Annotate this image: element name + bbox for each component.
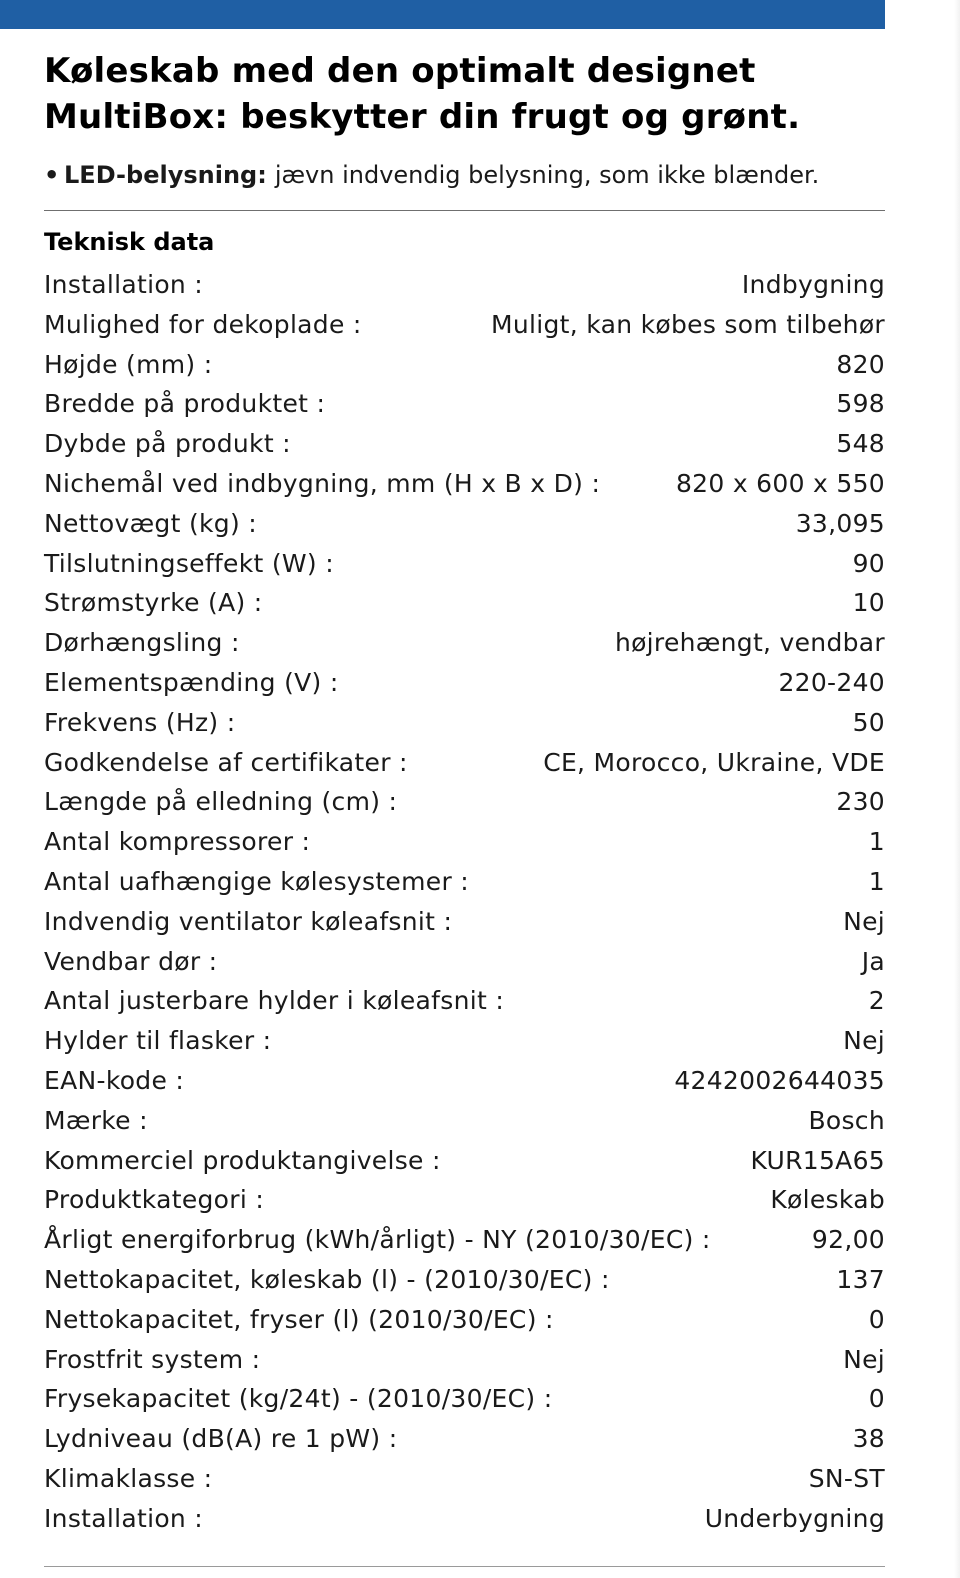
spec-row bbox=[44, 862, 885, 902]
spec-value: 230 bbox=[836, 787, 885, 817]
spec-value: 820 bbox=[836, 349, 885, 379]
section-divider bbox=[44, 210, 885, 211]
spec-value: CE, Morocco, Ukraine, VDE bbox=[543, 747, 885, 777]
spec-label: Antal kompressorer : bbox=[44, 827, 311, 857]
spec-value: Køleskab bbox=[770, 1185, 885, 1215]
spec-value: 50 bbox=[852, 707, 885, 737]
spec-row bbox=[44, 345, 885, 385]
spec-value: Nej bbox=[843, 1026, 885, 1056]
spec-value: 33,095 bbox=[795, 508, 885, 538]
spec-value: KUR15A65 bbox=[750, 1145, 885, 1175]
spec-row bbox=[44, 822, 885, 862]
spec-value: 220-240 bbox=[778, 667, 885, 697]
spec-label: Årligt energiforbrug (kWh/årligt) - NY (2010/30/EC) : bbox=[44, 1225, 711, 1255]
spec-label: Frostfrit system : bbox=[44, 1344, 261, 1374]
spec-value: SN-ST bbox=[808, 1463, 885, 1493]
spec-row bbox=[44, 1180, 885, 1220]
spec-label: Antal justerbare hylder i køleafsnit : bbox=[44, 986, 505, 1016]
spec-row bbox=[44, 942, 885, 982]
spec-label: Antal uafhængige kølesystemer : bbox=[44, 866, 469, 896]
spec-value: 0 bbox=[868, 1384, 885, 1414]
page-title bbox=[44, 48, 885, 140]
spec-value: 137 bbox=[836, 1264, 885, 1294]
spec-value: 4242002644035 bbox=[674, 1065, 885, 1095]
spec-row bbox=[44, 424, 885, 464]
spec-value: Bosch bbox=[808, 1105, 885, 1135]
spec-value: Muligt, kan købes som tilbehør bbox=[491, 309, 885, 339]
spec-label: Strømstyrke (A) : bbox=[44, 588, 263, 618]
spec-row bbox=[44, 1021, 885, 1061]
spec-label: Lydniveau (dB(A) re 1 pW) : bbox=[44, 1424, 398, 1454]
spec-row bbox=[44, 583, 885, 623]
feature-label: LED-belysning: bbox=[64, 161, 267, 189]
spec-label: Nettokapacitet, fryser (l) (2010/30/EC) : bbox=[44, 1304, 554, 1334]
title-line-1: Køleskab med den optimalt designet bbox=[44, 51, 756, 91]
spec-label: Klimaklasse : bbox=[44, 1463, 213, 1493]
spec-row bbox=[44, 1220, 885, 1260]
spec-label: Mulighed for dekoplade : bbox=[44, 309, 362, 339]
spec-row bbox=[44, 504, 885, 544]
spec-row bbox=[44, 1300, 885, 1340]
spec-label: Dybde på produkt : bbox=[44, 429, 291, 459]
spec-label: EAN-kode : bbox=[44, 1065, 185, 1095]
spec-row bbox=[44, 544, 885, 584]
spec-value: Nej bbox=[843, 906, 885, 936]
section-title: Teknisk data bbox=[44, 228, 215, 256]
spec-value: Ja bbox=[861, 946, 885, 976]
spec-value: Indbygning bbox=[741, 270, 885, 299]
spec-label: Højde (mm) : bbox=[44, 349, 213, 379]
spec-label: Vendbar dør : bbox=[44, 946, 218, 976]
spec-value: 92,00 bbox=[811, 1225, 885, 1255]
spec-row bbox=[44, 265, 885, 305]
spec-row bbox=[44, 981, 885, 1021]
spec-row bbox=[44, 1459, 885, 1499]
spec-label: Hylder til flasker : bbox=[44, 1026, 272, 1056]
spec-value: 90 bbox=[852, 548, 885, 578]
feature-item bbox=[44, 159, 885, 191]
spec-row bbox=[44, 384, 885, 424]
spec-row bbox=[44, 1340, 885, 1380]
spec-label: Nettovægt (kg) : bbox=[44, 508, 257, 538]
title-line-2: MultiBox: beskytter din frugt og grønt. bbox=[44, 97, 801, 137]
spec-label: Elementspænding (V) : bbox=[44, 667, 339, 697]
spec-row bbox=[44, 1061, 885, 1101]
spec-label: Dørhængsling : bbox=[44, 628, 240, 658]
spec-value: Nej bbox=[843, 1344, 885, 1374]
spec-value: højrehængt, vendbar bbox=[614, 628, 885, 658]
spec-row bbox=[44, 1379, 885, 1419]
spec-row bbox=[44, 1141, 885, 1181]
spec-row bbox=[44, 1101, 885, 1141]
spec-label: Installation : bbox=[44, 270, 204, 299]
page-edge-shadow bbox=[954, 0, 960, 1578]
spec-label: Nichemål ved indbygning, mm (H x B x D) : bbox=[44, 468, 601, 498]
spec-label: Godkendelse af certifikater : bbox=[44, 747, 408, 777]
spec-value: 10 bbox=[852, 588, 885, 618]
spec-label: Længde på elledning (cm) : bbox=[44, 787, 398, 817]
spec-label: Nettokapacitet, køleskab (l) - (2010/30/EC) : bbox=[44, 1264, 610, 1294]
bullet-icon: • bbox=[44, 161, 60, 189]
spec-row bbox=[44, 623, 885, 663]
spec-value: 38 bbox=[852, 1424, 885, 1454]
spec-row bbox=[44, 1419, 885, 1459]
spec-label: Produktkategori : bbox=[44, 1185, 265, 1215]
spec-label: Bredde på produktet : bbox=[44, 389, 326, 419]
spec-row bbox=[44, 305, 885, 345]
spec-label: Indvendig ventilator køleafsnit : bbox=[44, 906, 453, 936]
product-sheet bbox=[44, 48, 885, 1539]
spec-row bbox=[44, 1499, 885, 1539]
spec-value: 1 bbox=[868, 827, 885, 857]
header-color-bar bbox=[0, 0, 885, 29]
spec-label: Frekvens (Hz) : bbox=[44, 707, 236, 737]
spec-row bbox=[44, 782, 885, 822]
spec-row bbox=[44, 743, 885, 783]
spec-row bbox=[44, 663, 885, 703]
spec-list bbox=[44, 265, 885, 1539]
spec-value: 820 x 600 x 550 bbox=[675, 468, 885, 498]
spec-row bbox=[44, 1260, 885, 1300]
spec-value: 1 bbox=[868, 866, 885, 896]
spec-value: 598 bbox=[836, 389, 885, 419]
spec-label: Tilslutningseffekt (W) : bbox=[44, 548, 334, 578]
spec-row bbox=[44, 464, 885, 504]
spec-value: 0 bbox=[868, 1304, 885, 1334]
bottom-divider bbox=[44, 1566, 885, 1567]
spec-row bbox=[44, 902, 885, 942]
spec-value: 2 bbox=[868, 986, 885, 1016]
spec-value: 548 bbox=[836, 429, 885, 459]
spec-row bbox=[44, 703, 885, 743]
spec-label: Kommerciel produktangivelse : bbox=[44, 1145, 441, 1175]
spec-label: Mærke : bbox=[44, 1105, 148, 1135]
spec-label: Installation : bbox=[44, 1503, 204, 1533]
feature-text: jævn indvendig belysning, som ikke blænder. bbox=[274, 161, 820, 189]
spec-label: Frysekapacitet (kg/24t) - (2010/30/EC) : bbox=[44, 1384, 553, 1414]
spec-value: Underbygning bbox=[704, 1503, 885, 1533]
